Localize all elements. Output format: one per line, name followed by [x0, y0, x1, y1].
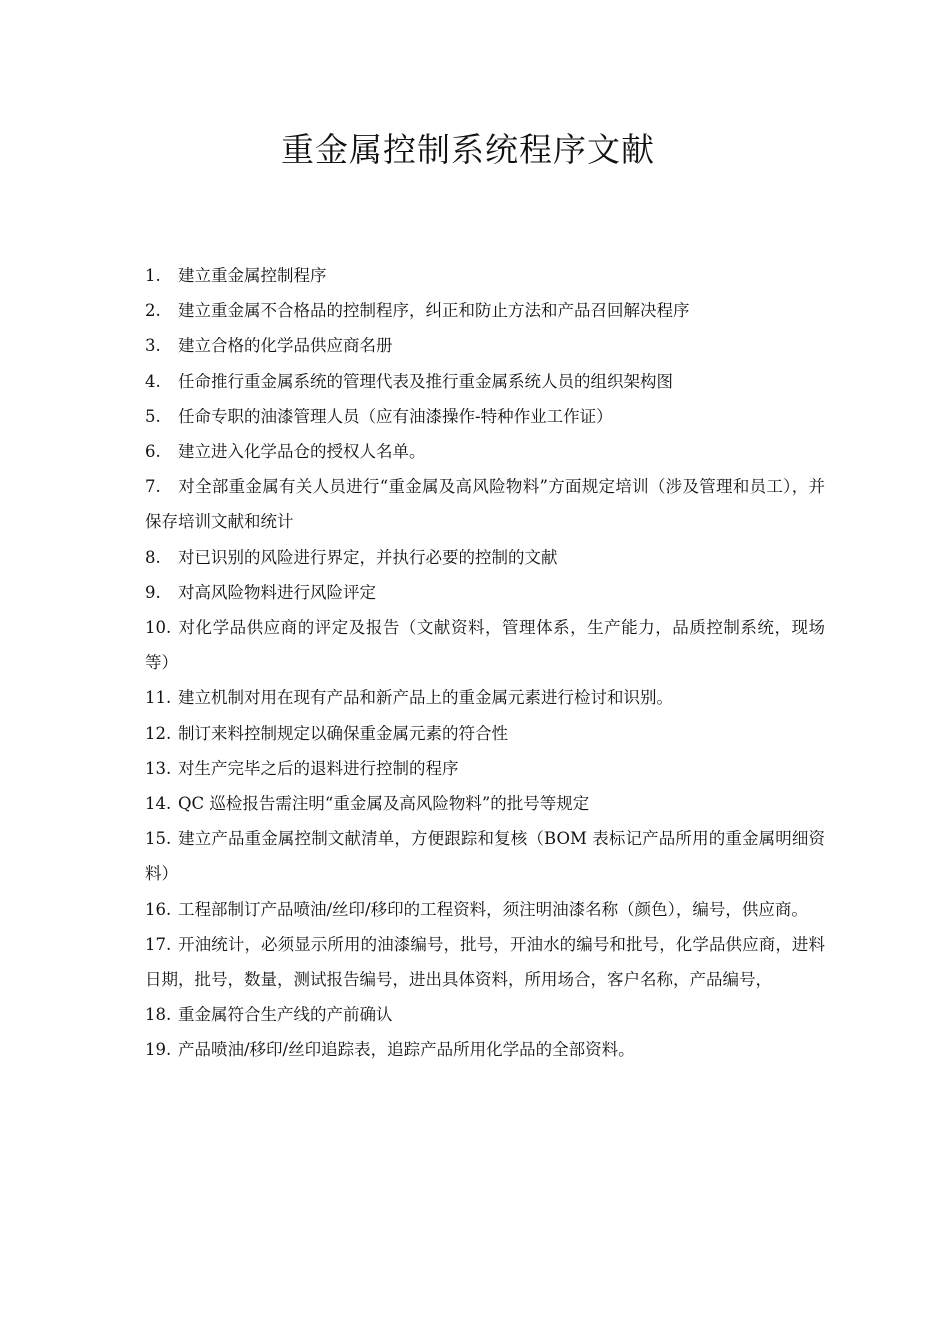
list-item-number: 5.: [145, 406, 161, 426]
list-item: [145, 258, 825, 293]
list-item-text: 建立重金属不合格品的控制程序，纠正和防止方法和产品召回解决程序: [178, 301, 690, 321]
list-item-number: 4.: [145, 371, 161, 391]
list-item-text: QC 巡检报告需注明“重金属及高风险物料”的批号等规定: [178, 794, 590, 814]
list-item-number: 7.: [145, 477, 161, 497]
list-item-text: 对化学品供应商的评定及报告（文献资料，管理体系，生产能力，品质控制系统，现场等）: [145, 618, 825, 673]
list-item-text: 产品喷油/移印/丝印追踪表，追踪产品所用化学品的全部资料。: [178, 1040, 635, 1060]
list-item: [145, 997, 825, 1032]
list-item-text: 建立产品重金属控制文献清单，方便跟踪和复核（BOM 表标记产品所用的重金属明细资料）: [145, 829, 825, 884]
list-item: [145, 927, 825, 997]
list-item: [145, 786, 825, 821]
list-item: [145, 364, 825, 399]
list-item-number: 10.: [145, 618, 172, 638]
list-item-number: 13.: [145, 758, 172, 778]
list-item: [145, 540, 825, 575]
list-item: [145, 680, 825, 715]
list-item-number: 19.: [145, 1040, 172, 1060]
list-item-number: 15.: [145, 829, 172, 849]
list-item: [145, 399, 825, 434]
list-item: [145, 610, 825, 680]
list-item: [145, 892, 825, 927]
list-item-text: 对生产完毕之后的退料进行控制的程序: [178, 758, 459, 778]
list-item: [145, 1032, 825, 1067]
list-item-number: 14.: [145, 794, 172, 814]
list-item-text: 建立合格的化学品供应商名册: [178, 336, 393, 356]
list-item-text: 对全部重金属有关人员进行“重金属及高风险物料”方面规定培训（涉及管理和员工），并保存培训文献和统计: [145, 477, 825, 532]
list-item-text: 任命专职的油漆管理人员（应有油漆操作-特种作业工作证）: [178, 406, 613, 426]
list-item-number: 12.: [145, 723, 172, 743]
list-item-text: 重金属符合生产线的产前确认: [178, 1005, 393, 1025]
list-item-text: 工程部制订产品喷油/丝印/移印的工程资料，须注明油漆名称（颜色），编号，供应商。: [178, 899, 808, 919]
list-item-text: 制订来料控制规定以确保重金属元素的符合性: [178, 723, 508, 743]
list-item-text: 建立进入化学品仓的授权人名单。: [178, 442, 426, 462]
list-item-text: 建立机制对用在现有产品和新产品上的重金属元素进行检讨和识别。: [178, 688, 673, 708]
list-item-text: 开油统计，必须显示所用的油漆编号，批号，开油水的编号和批号，化学品供应商，进料日期，批号，数量，测试报告编号，进出具体资料，所用场合，客户名称，产品编号，: [145, 934, 825, 990]
list-item-text: 任命推行重金属系统的管理代表及推行重金属系统人员的组织架构图: [178, 371, 673, 391]
list-item-text: 建立重金属控制程序: [178, 266, 327, 285]
list-item-number: 16.: [145, 899, 172, 919]
list-item-number: 17.: [145, 934, 172, 954]
list-item-number: 18.: [145, 1005, 172, 1025]
list-item-text: 对高风险物料进行风险评定: [178, 582, 376, 602]
list-item-number: 2.: [145, 301, 161, 321]
list-item-number: 3.: [145, 336, 161, 356]
list-item: [145, 293, 825, 328]
document-title: 重金属控制系统程序文献: [281, 130, 655, 169]
list-item: [145, 751, 825, 786]
list-item-number: 11.: [145, 688, 172, 708]
list-item-number: 1.: [145, 266, 161, 285]
requirements-list: [145, 258, 825, 1068]
list-item-number: 8.: [145, 547, 161, 567]
list-item-number: 6.: [145, 442, 161, 462]
list-item: [145, 821, 825, 891]
list-item: [145, 328, 825, 363]
list-item-number: 9.: [145, 582, 161, 602]
list-item: [145, 469, 825, 539]
list-item-text: 对已识别的风险进行界定，并执行必要的控制的文献: [178, 547, 558, 567]
list-item: [145, 575, 825, 610]
list-item: [145, 716, 825, 751]
list-item: [145, 434, 825, 469]
